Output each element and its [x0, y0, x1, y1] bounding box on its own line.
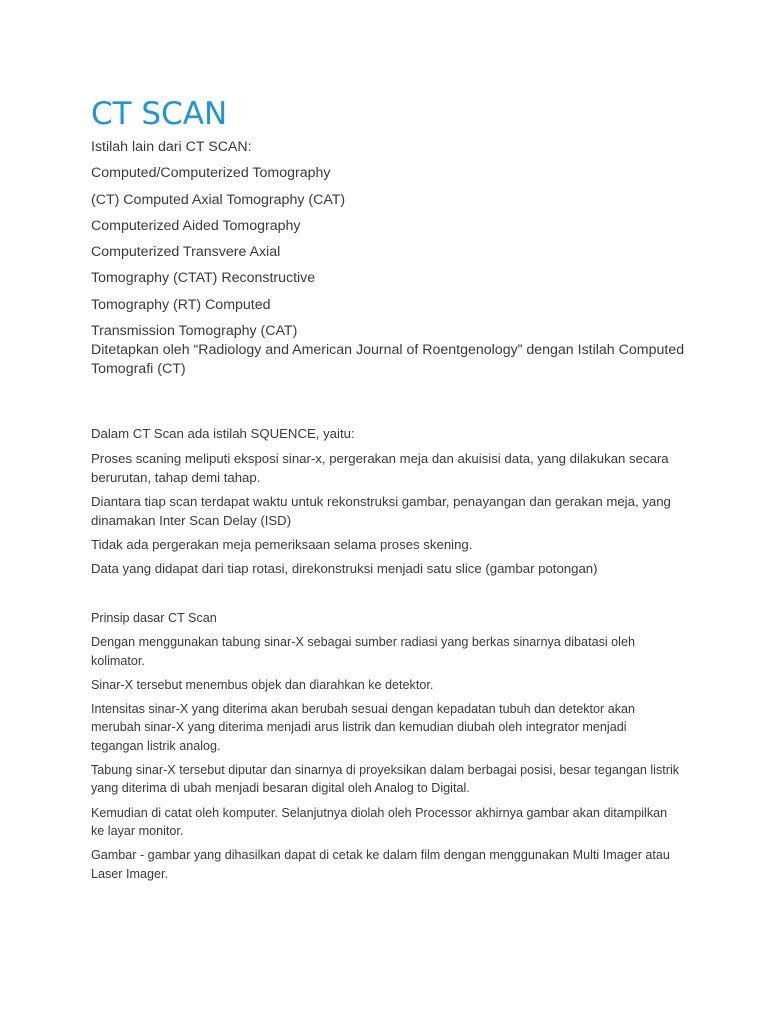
term-line: Computerized Aided Tomography — [91, 217, 301, 234]
list-item: Gambar - gambar yang dihasilkan dapat di cetak ke dalam film dengan menggunakan Multi Imager atau Laser Imager. — [91, 848, 670, 881]
list-item: Data yang didapat dari tiap rotasi, direkonstruksi menjadi satu slice (gambar potongan) — [91, 561, 598, 576]
section-alternative-terms — [91, 138, 691, 379]
section-heading: Dalam CT Scan ada istilah SQUENCE, yaitu: — [91, 426, 355, 441]
list-item: Dengan menggunakan tabung sinar-X sebagai sumber radiasi yang berkas sinarnya dibatasi oleh kolimator. — [91, 635, 635, 668]
section-basic-principle — [91, 609, 681, 889]
list-item: Diantara tiap scan terdapat waktu untuk rekonstruksi gambar, penayangan dan gerakan meja, yang dinamakan Inter Scan Delay (ISD) — [91, 494, 671, 528]
term-line: (CT) Computed Axial Tomography (CAT) — [91, 191, 346, 208]
term-line: Tomography (RT) Computed — [91, 296, 271, 313]
definition-paragraph: Ditetapkan oleh “Radiology and American Journal of Roentgenology” dengan Istilah Computed Tomografi (CT) — [91, 342, 685, 378]
list-item: Tidak ada pergerakan meja pemeriksaan selama proses skening. — [91, 537, 473, 552]
term-line: Computerized Transvere Axial — [91, 244, 281, 261]
section-sequence — [91, 424, 691, 583]
term-line: Istilah lain dari CT SCAN: — [91, 139, 252, 155]
list-item: Proses scaning meliputi eksposi sinar-x, pergerakan meja dan akuisisi data, yang dilakukan secara berurutan, tahap demi tahap. — [91, 451, 669, 485]
list-item: Intensitas sinar-X yang diterima akan berubah sesuai dengan kepadatan tubuh dan detektor akan merubah sinar-X yang diterima menjadi arus listrik dan kemudian diubah oleh integrator menjadi tegangan listrik analog. — [91, 702, 636, 753]
section-heading: Prinsip dasar CT Scan — [91, 611, 217, 625]
list-item: Sinar-X tersebut menembus objek dan diarahkan ke detektor. — [91, 677, 434, 692]
term-line: Computed/Computerized Tomography — [91, 165, 331, 182]
term-line: Transmission Tomography (CAT) — [91, 323, 298, 340]
term-line: Tomography (CTAT) Reconstructive — [91, 270, 316, 287]
list-item: Kemudian di catat oleh komputer. Selanjutnya diolah oleh Processor akhirnya gambar akan ditampilkan ke layar monitor. — [91, 805, 668, 838]
list-item: Tabung sinar-X tersebut diputar dan sinarnya di proyeksikan dalam berbagai posisi, besar tegangan listrik yang diterima di ubah menjadi besaran digital oleh Analog to Digital. — [91, 763, 680, 796]
page-title: CT SCAN — [91, 96, 228, 132]
